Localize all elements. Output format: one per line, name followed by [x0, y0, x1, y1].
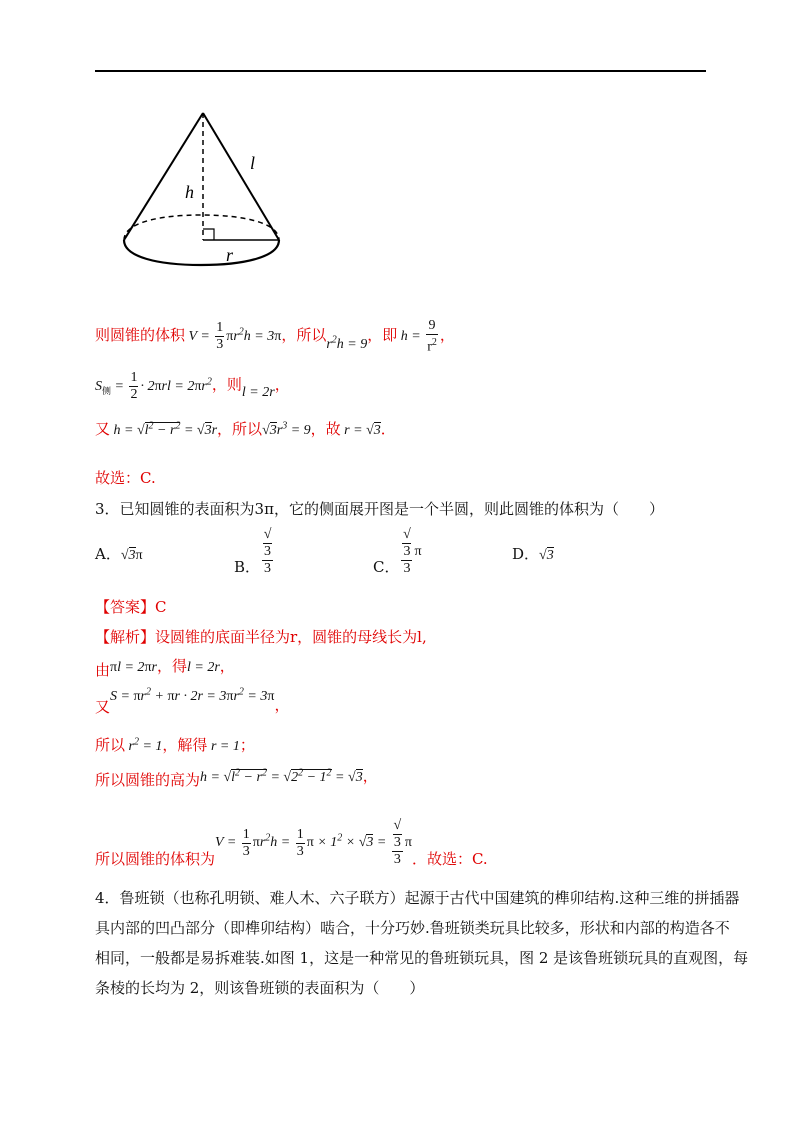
ans3-answer: 【答案】C: [95, 598, 167, 616]
ans3-line1: 由πl = 2πr，得l = 2r，: [95, 657, 235, 679]
ans3-line2: 又$S = \pi r^2 + \pi r \cdot 2r = 3\pi r^2 = 3\pi$，: [95, 686, 290, 716]
sol2-line3: 又 $h = √l^2 - r^2 = √3r$，所以$√3r^3 = 9$，故 r = √3．: [95, 420, 396, 438]
q4-line1: 4．鲁班锁（也称孔明锁、难人木、六子联方）起源于古代中国建筑的榫卯结构.这种三维的拼插器: [95, 889, 740, 907]
sol2-choose: 故选：C.: [95, 469, 156, 487]
cone-figure: [118, 105, 288, 270]
q3-option-d[interactable]: D．√3: [512, 545, 554, 563]
q3-option-b[interactable]: B． √ 3 3: [234, 527, 272, 577]
q4-paragraph: [95, 883, 748, 1003]
q3-option-a[interactable]: A．√3π: [95, 545, 143, 563]
cone-base-back: [124, 215, 279, 240]
q4-line4: 条棱的长均为 2，则该鲁班锁的表面积为（ ）: [95, 979, 425, 997]
cone-base-front: [124, 240, 279, 265]
ans3-line3: 所以 $r^2 = 1$，解得 r = 1；: [95, 736, 255, 754]
label-l: l: [250, 153, 256, 173]
right-angle-mark: [203, 229, 214, 240]
header-rule: [95, 70, 706, 72]
q4-line2: 具内部的凹凸部分（即榫卯结构）啮合，十分巧妙.鲁班锁类玩具比较多，形状和内部的构造各不: [95, 919, 730, 937]
q4-line3: 相同，一般都是易拆难装.如图 1，这是一种常见的鲁班锁玩具，图 2 是该鲁班锁玩具的直观图，每: [95, 949, 749, 967]
cone-slant-right: [203, 113, 279, 240]
cone-slant-left: [124, 113, 203, 240]
sol2-line1: 则圆锥的体积 V = $\frac{1}{3}$ $\pi r^2h = 3\pi$，所以$r^2h = 9$，即 h = $\frac{9}{r^2}$ ，: [95, 318, 455, 355]
sol2-line2: $S_侧$ = $\frac{1}{2}$ · $2\pi rl = 2\pi r^2$，则l = 2r，: [95, 370, 290, 402]
ans3-analysis: 【解析】设圆锥的底面半径为r，圆锥的母线长为l,: [95, 628, 427, 646]
ans3-line4: 所以圆锥的高为$h = √l^2 - r^2 = √2^2 - 1^2 = √3$，: [95, 767, 378, 789]
q3-stem: 3．已知圆锥的表面积为3π，它的侧面展开图是一个半圆，则此圆锥的体积为（ ）: [95, 500, 664, 518]
label-h: h: [185, 182, 194, 202]
label-r: r: [226, 245, 234, 265]
ans3-line5: 所以圆锥的体积为V = $\frac{1}{3}$ $\pi r^2h$ = $\frac{1}{3}$ $\pi \times 1^2 \times √3$ = √ 3 3 π．故选：C.: [95, 818, 488, 869]
q3-option-c[interactable]: C． √ 3 3 π: [373, 527, 422, 577]
